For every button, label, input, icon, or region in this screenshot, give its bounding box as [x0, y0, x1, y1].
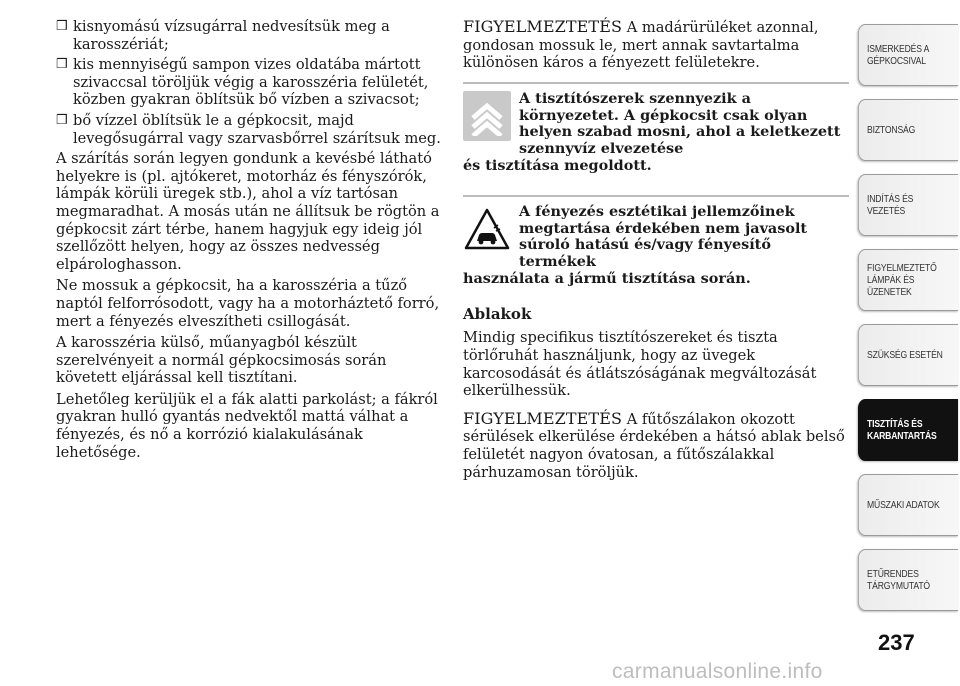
warning-text: A fűtőszálakon okozott sérülések elkerülése érdekében a hátsó ablak belső felületét nagyon óvatosan, a fűtőszálakkal párhuzamosan töröljük.	[463, 410, 845, 481]
section-title-windows: Ablakok	[463, 304, 532, 323]
notice-text-indented: A tisztítószerek szennyezik a környezetet. A gépkocsit csak olyan helyen szabad mosni, ahol a keletkezett szennyvíz elvezetése	[519, 89, 841, 158]
tab-label: BIZTONSÁG	[867, 124, 916, 136]
tab-label: TISZTÍTÁS ÉS KARBANTARTÁS	[867, 418, 937, 442]
left-column	[56, 18, 442, 465]
tab-label: FIGYELMEZTETŐ LÁMPÁK ÉS ÜZENETEK	[867, 262, 937, 298]
chapter-tabs	[858, 24, 960, 624]
tab-label: ISMERKEDÉS A GÉPKOCSIVAL	[867, 43, 930, 67]
right-column	[463, 18, 849, 485]
car-warning-icon	[463, 204, 511, 254]
paragraph-sun: Ne mossuk a gépkocsit, ha a karosszéria a tűző naptól felforrósodott, vagy ha a motorháztető forró, mert a fényezés elveszítheti csillogását.	[56, 277, 440, 330]
tab-label: ETŰRENDES TÁRGYMUTATÓ	[867, 568, 930, 592]
checkbox-bullet-icon: ❒	[56, 19, 68, 34]
tab-inditas[interactable]	[858, 174, 958, 236]
paragraph-plastic: A karosszéria külső, műanyagból készült szerelvényeit a normál gépkocsimosás során követett eljárással kell tisztítani.	[56, 334, 387, 387]
warning-text: A madárürüléket azonnal, gondosan mossuk le, mert annak savtartalma különösen káros a fényezett felületekre.	[463, 19, 819, 72]
tab-label: SZÜKSÉG ESETÉN	[867, 349, 943, 361]
list-item	[56, 18, 442, 53]
notice-text-rest: használata a jármű tisztítása során.	[463, 269, 751, 287]
watermark: carmanualsonline.info	[612, 660, 823, 683]
recycle-icon	[463, 91, 511, 141]
tab-muszaki[interactable]	[858, 474, 958, 536]
notice-text-indented: A fényezés esztétikai jellemzőinek megtartása érdekében nem javasolt súroló hatású és/vagy fényesítő termékek	[519, 202, 808, 271]
warning-bird-droppings	[463, 18, 849, 72]
windows-paragraph: Mindig specifikus tisztítószereket és tiszta törlőruhát használjunk, hogy az üvegek karcosodását és átlátszóságának megváltozását elkerülhessük.	[463, 329, 817, 400]
page-number: 237	[878, 630, 915, 655]
paragraph-drying: A szárítás során legyen gondunk a kevésbé látható helyekre is (pl. ajtókeret, motorház és fényszórók, lámpák körüli üregek stb.), ahol a víz tartósan megmaradhat. A mosás után ne állítsuk be rögtön a gépkocsit zárt térbe, hanem hagyjuk egy ideig jól szellőzött helyen, hogy az összes nedvesség elpárologhasson.	[56, 150, 440, 273]
tab-label: MŰSZAKI ADATOK	[867, 499, 940, 511]
list-item-text: kisnyomású vízsugárral nedvesítsük meg a karosszériát;	[73, 18, 390, 53]
tab-tárgymutato[interactable]	[858, 549, 958, 611]
list-item-text: kis mennyiségű sampon vizes oldatába mártott szivaccsal töröljük végig a karosszéria felületét, közben gyakran öblítsük bő vízben a szivacsot;	[73, 56, 429, 109]
warning-heading: FIGYELMEZTETÉS	[463, 17, 623, 36]
tab-tisztitas[interactable]	[858, 399, 958, 461]
tab-ismerkedes[interactable]	[858, 24, 958, 86]
tab-label: INDÍTÁS ÉS VEZETÉS	[867, 193, 914, 217]
checkbox-bullet-icon: ❒	[56, 57, 68, 73]
tab-figyelmezteto[interactable]	[858, 249, 958, 311]
list-item-text: bő vízzel öblítsük le a gépkocsit, majd levegősugárral vagy szarvasbőrrel szárítsuk meg.	[73, 111, 441, 147]
warning-heating-wires	[463, 410, 849, 481]
list-item	[56, 56, 442, 109]
tab-szukseg[interactable]	[858, 324, 958, 386]
notice-text-rest: és tisztítása megoldott.	[463, 156, 652, 174]
list-item	[56, 112, 442, 147]
paint-notice	[463, 195, 849, 288]
tab-biztonsag[interactable]	[858, 99, 958, 161]
warning-heading: FIGYELMEZTETÉS	[463, 408, 623, 428]
checkbox-bullet-icon: ❒	[56, 112, 68, 128]
environment-notice	[463, 82, 849, 175]
paragraph-trees: Lehetőleg kerüljük el a fák alatti parkolást; a fákról gyakran hulló gyantás nedvektől mattá válhat a fényezés, és nő a korrózió kialakulásának lehetősége.	[56, 390, 438, 461]
